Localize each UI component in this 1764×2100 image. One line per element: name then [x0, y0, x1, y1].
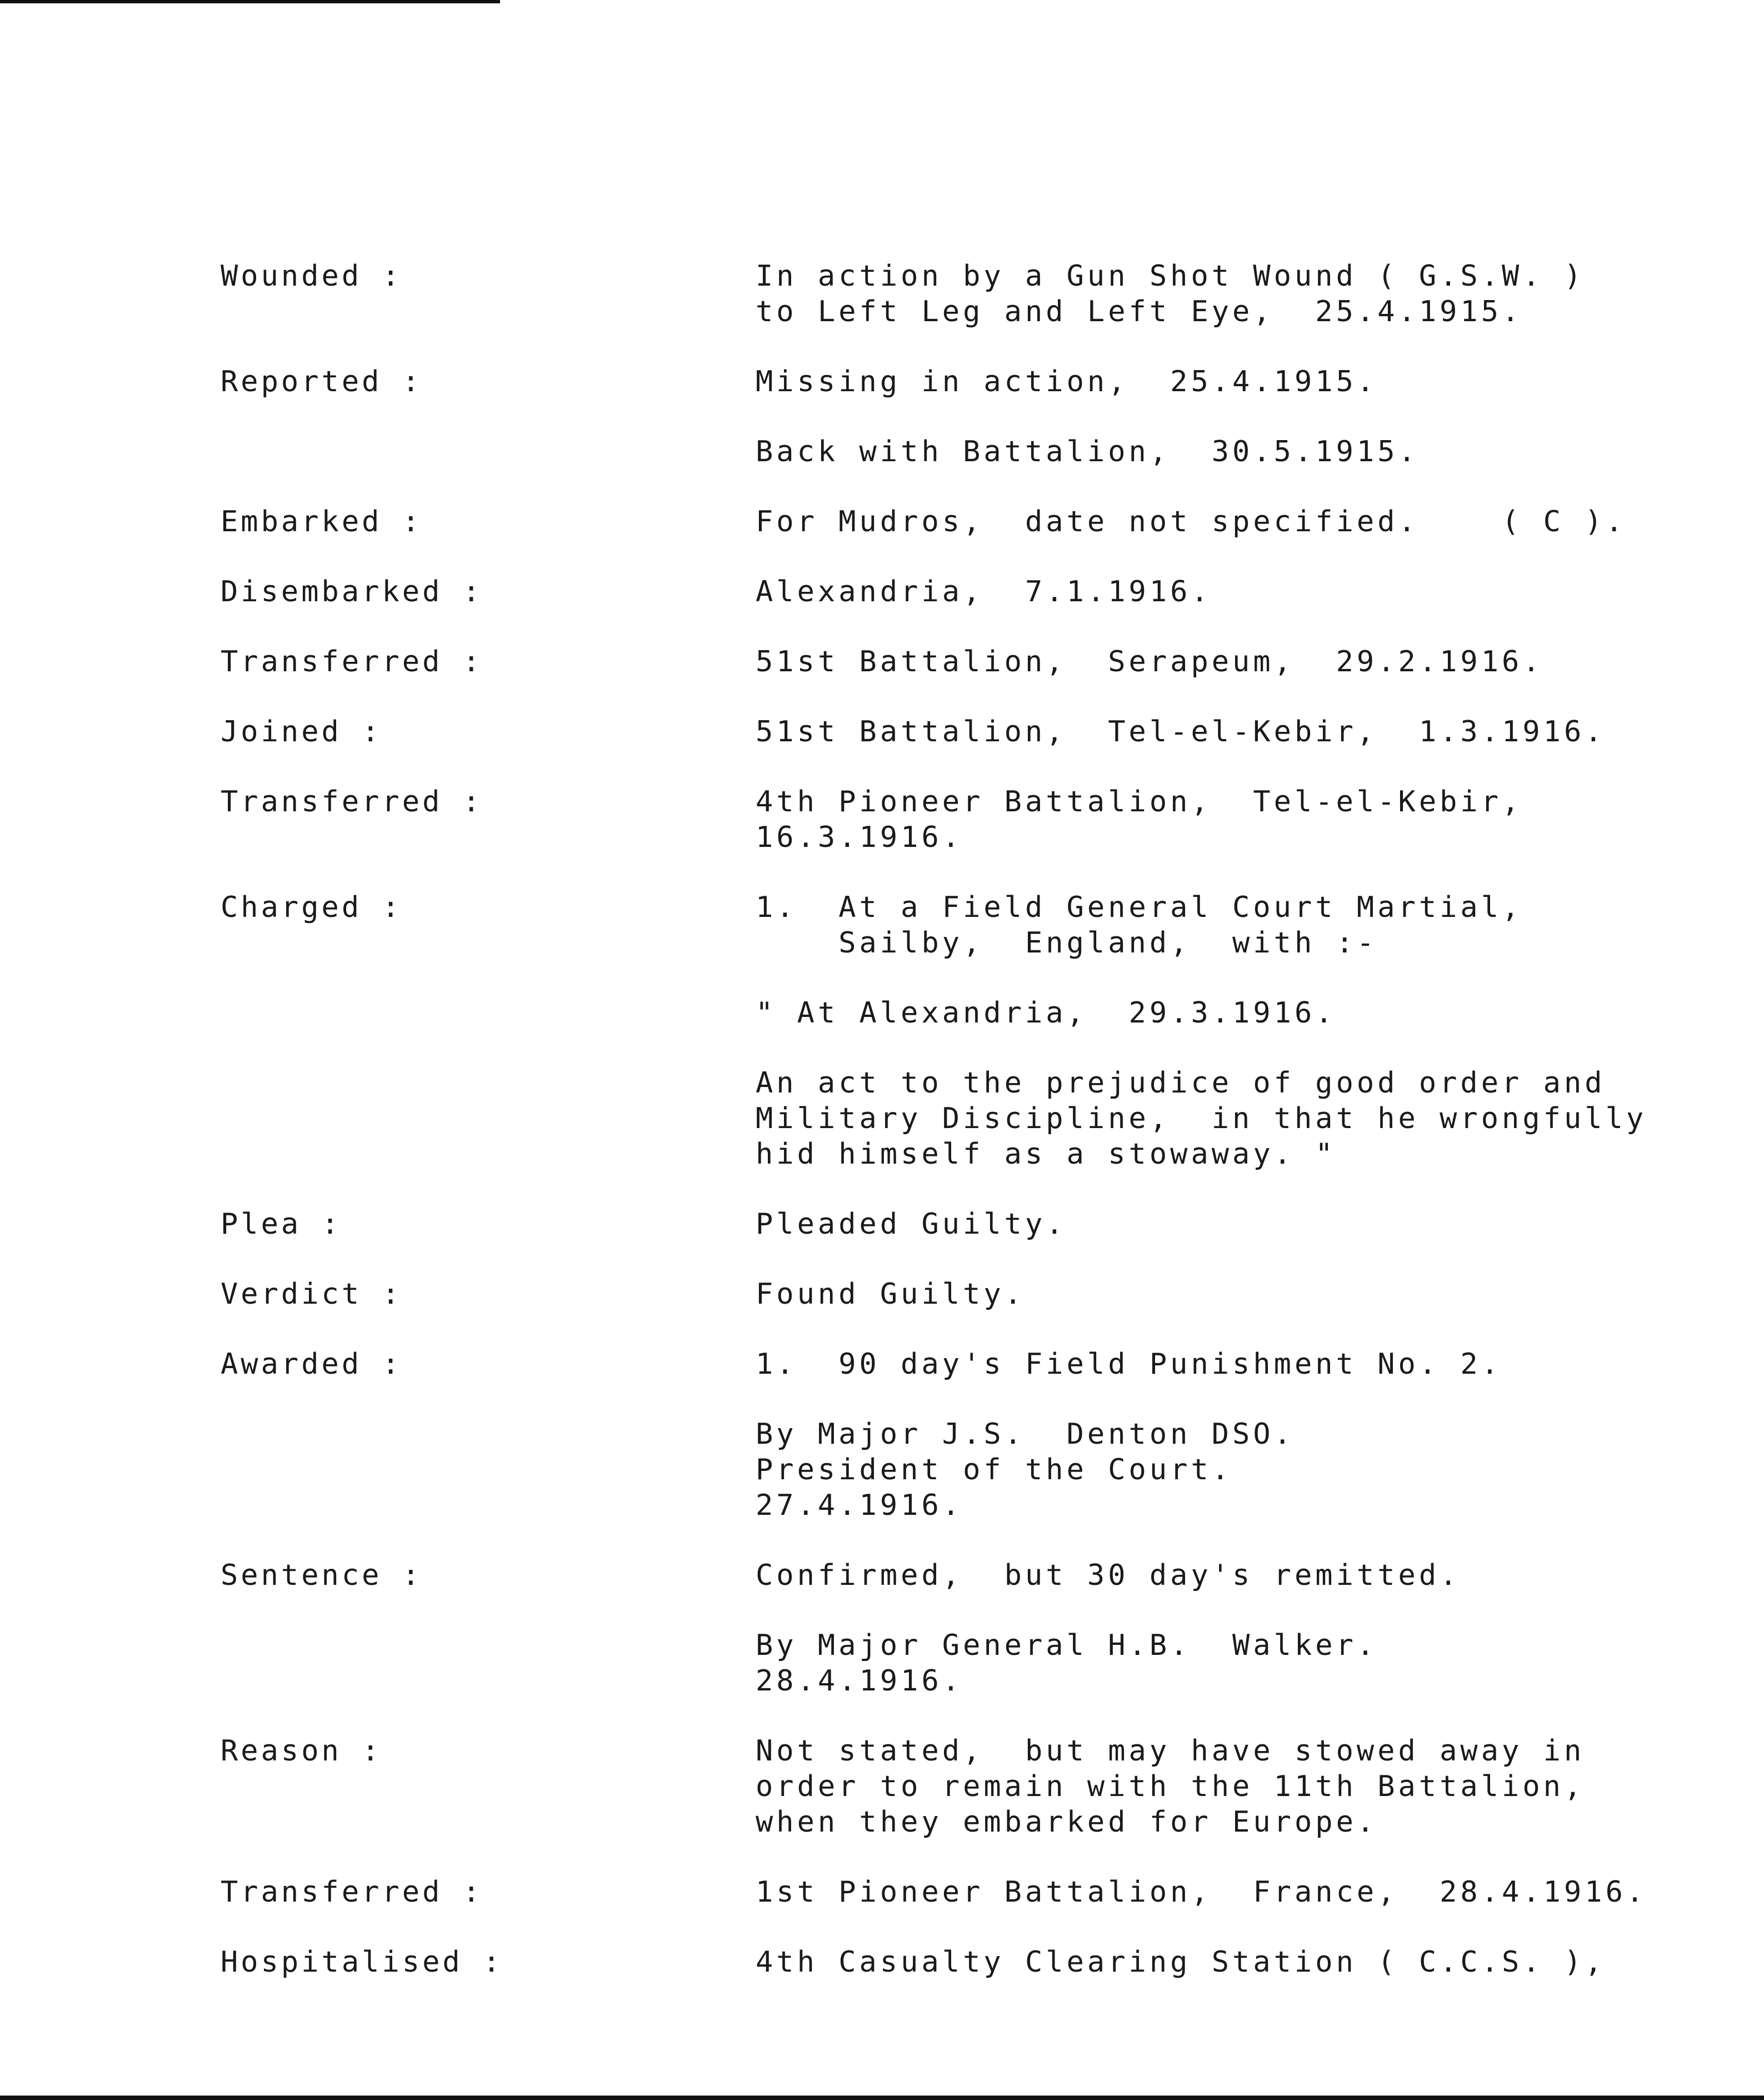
entry-text-line: Not stated, but may have stowed away in	[756, 1734, 1585, 1768]
entry-text-line: Found Guilty.	[756, 1278, 1025, 1311]
entry-text-line: Back with Battalion, 30.5.1915.	[756, 435, 1419, 468]
entry-text-line: hid himself as a stowaway. "	[756, 1138, 1336, 1171]
bottom-rule	[0, 2096, 1764, 2100]
entry-text-line: 1st Pioneer Battalion, France, 28.4.1916.	[756, 1875, 1647, 1909]
record-entry	[221, 1874, 1710, 1910]
entry-label: Reported :	[221, 365, 423, 398]
record-entry	[221, 1276, 1710, 1312]
entry-text-line: when they embarked for Europe.	[756, 1805, 1378, 1839]
service-record	[221, 258, 1710, 2014]
entry-label: Embarked :	[221, 505, 423, 538]
entry-paragraph	[756, 434, 1700, 470]
entry-text-line: Sailby, England, with :-	[756, 926, 1378, 960]
entry-text-line: 28.4.1916.	[756, 1664, 963, 1698]
entry-text-line: 51st Battalion, Serapeum, 29.2.1916.	[756, 645, 1543, 679]
entry-paragraph	[756, 1416, 1700, 1523]
entry-paragraph	[756, 1276, 1700, 1312]
record-entry	[221, 258, 1710, 330]
entry-text-line: In action by a Gun Shot Wound ( G.S.W. )	[756, 260, 1585, 293]
entry-details	[756, 258, 1700, 330]
top-rule	[0, 0, 500, 3]
entry-paragraph	[756, 1733, 1700, 1840]
record-entry	[221, 1346, 1710, 1523]
record-entry	[221, 890, 1710, 1172]
entry-text-line: 1. 90 day's Field Punishment No. 2.	[756, 1348, 1502, 1381]
entry-text-line: " At Alexandria, 29.3.1916.	[756, 996, 1336, 1030]
record-entry	[221, 714, 1710, 750]
entry-text-line: 51st Battalion, Tel-el-Kebir, 1.3.1916.	[756, 715, 1606, 749]
record-entry	[221, 784, 1710, 855]
entry-text-line: Alexandria, 7.1.1916.	[756, 575, 1212, 608]
entry-text-line: Military Discipline, in that he wrongfully	[756, 1102, 1647, 1135]
entry-text-line: President of the Court.	[756, 1453, 1233, 1487]
entry-details	[756, 1733, 1700, 1840]
entry-label: Joined :	[221, 715, 382, 749]
entry-details	[756, 784, 1700, 855]
entry-text-line: 4th Pioneer Battalion, Tel-el-Kebir,	[756, 785, 1523, 819]
record-entry	[221, 1206, 1710, 1242]
entry-paragraph	[756, 1065, 1700, 1172]
entry-text-line: order to remain with the 11th Battalion,	[756, 1770, 1585, 1803]
entry-paragraph	[756, 1874, 1700, 1910]
entry-label: Disembarked :	[221, 575, 483, 608]
entry-details	[756, 1874, 1700, 1910]
entry-label: Awarded :	[221, 1348, 402, 1381]
entry-text-line: to Left Leg and Left Eye, 25.4.1915.	[756, 295, 1523, 328]
record-entry	[221, 1558, 1710, 1699]
entry-paragraph	[756, 890, 1700, 961]
entry-label: Reason :	[221, 1734, 382, 1768]
entry-details	[756, 890, 1700, 1172]
record-entry	[221, 574, 1710, 610]
entry-text-line: For Mudros, date not specified. ( C ).	[756, 505, 1626, 538]
record-entry	[221, 364, 1710, 470]
entry-paragraph	[756, 258, 1700, 330]
record-entry	[221, 1733, 1710, 1840]
entry-paragraph	[756, 364, 1700, 400]
entry-paragraph	[756, 714, 1700, 750]
entry-details	[756, 1206, 1700, 1242]
entry-details	[756, 1346, 1700, 1523]
entry-details	[756, 364, 1700, 470]
entry-text-line: By Major J.S. Denton DSO.	[756, 1418, 1295, 1451]
entry-text-line: By Major General H.B. Walker.	[756, 1629, 1378, 1662]
entry-label: Verdict :	[221, 1278, 402, 1311]
entry-label: Plea :	[221, 1208, 342, 1241]
entry-paragraph	[756, 1558, 1700, 1593]
entry-text-line: 4th Casualty Clearing Station ( C.C.S. ),	[756, 1946, 1606, 1979]
entry-details	[756, 1944, 1700, 1980]
record-entry	[221, 504, 1710, 540]
record-entry	[221, 1944, 1710, 1980]
entry-details	[756, 714, 1700, 750]
entry-text-line: Pleaded Guilty.	[756, 1208, 1067, 1241]
entry-text-line: 27.4.1916.	[756, 1489, 963, 1522]
entry-label: Transferred :	[221, 1875, 483, 1909]
entry-details	[756, 1276, 1700, 1312]
entry-label: Transferred :	[221, 785, 483, 819]
entry-paragraph	[756, 504, 1700, 540]
entry-text-line: 16.3.1916.	[756, 821, 963, 854]
entry-details	[756, 644, 1700, 680]
entry-label: Sentence :	[221, 1559, 423, 1592]
entry-text-line: Confirmed, but 30 day's remitted.	[756, 1559, 1461, 1592]
entry-paragraph	[756, 1628, 1700, 1699]
entry-paragraph	[756, 1206, 1700, 1242]
entry-label: Transferred :	[221, 645, 483, 679]
entry-paragraph	[756, 644, 1700, 680]
entry-text-line: 1. At a Field General Court Martial,	[756, 891, 1523, 924]
entry-text-line: Missing in action, 25.4.1915.	[756, 365, 1378, 398]
entry-details	[756, 1558, 1700, 1699]
entry-label: Wounded :	[221, 260, 402, 293]
entry-paragraph	[756, 1944, 1700, 1980]
entry-details	[756, 574, 1700, 610]
entry-details	[756, 504, 1700, 540]
entry-paragraph	[756, 995, 1700, 1031]
entry-paragraph	[756, 1346, 1700, 1382]
record-entry	[221, 644, 1710, 680]
entry-paragraph	[756, 574, 1700, 610]
entry-paragraph	[756, 784, 1700, 855]
entry-text-line: An act to the prejudice of good order and	[756, 1066, 1606, 1100]
entry-label: Hospitalised :	[221, 1946, 503, 1979]
entry-label: Charged :	[221, 891, 402, 924]
